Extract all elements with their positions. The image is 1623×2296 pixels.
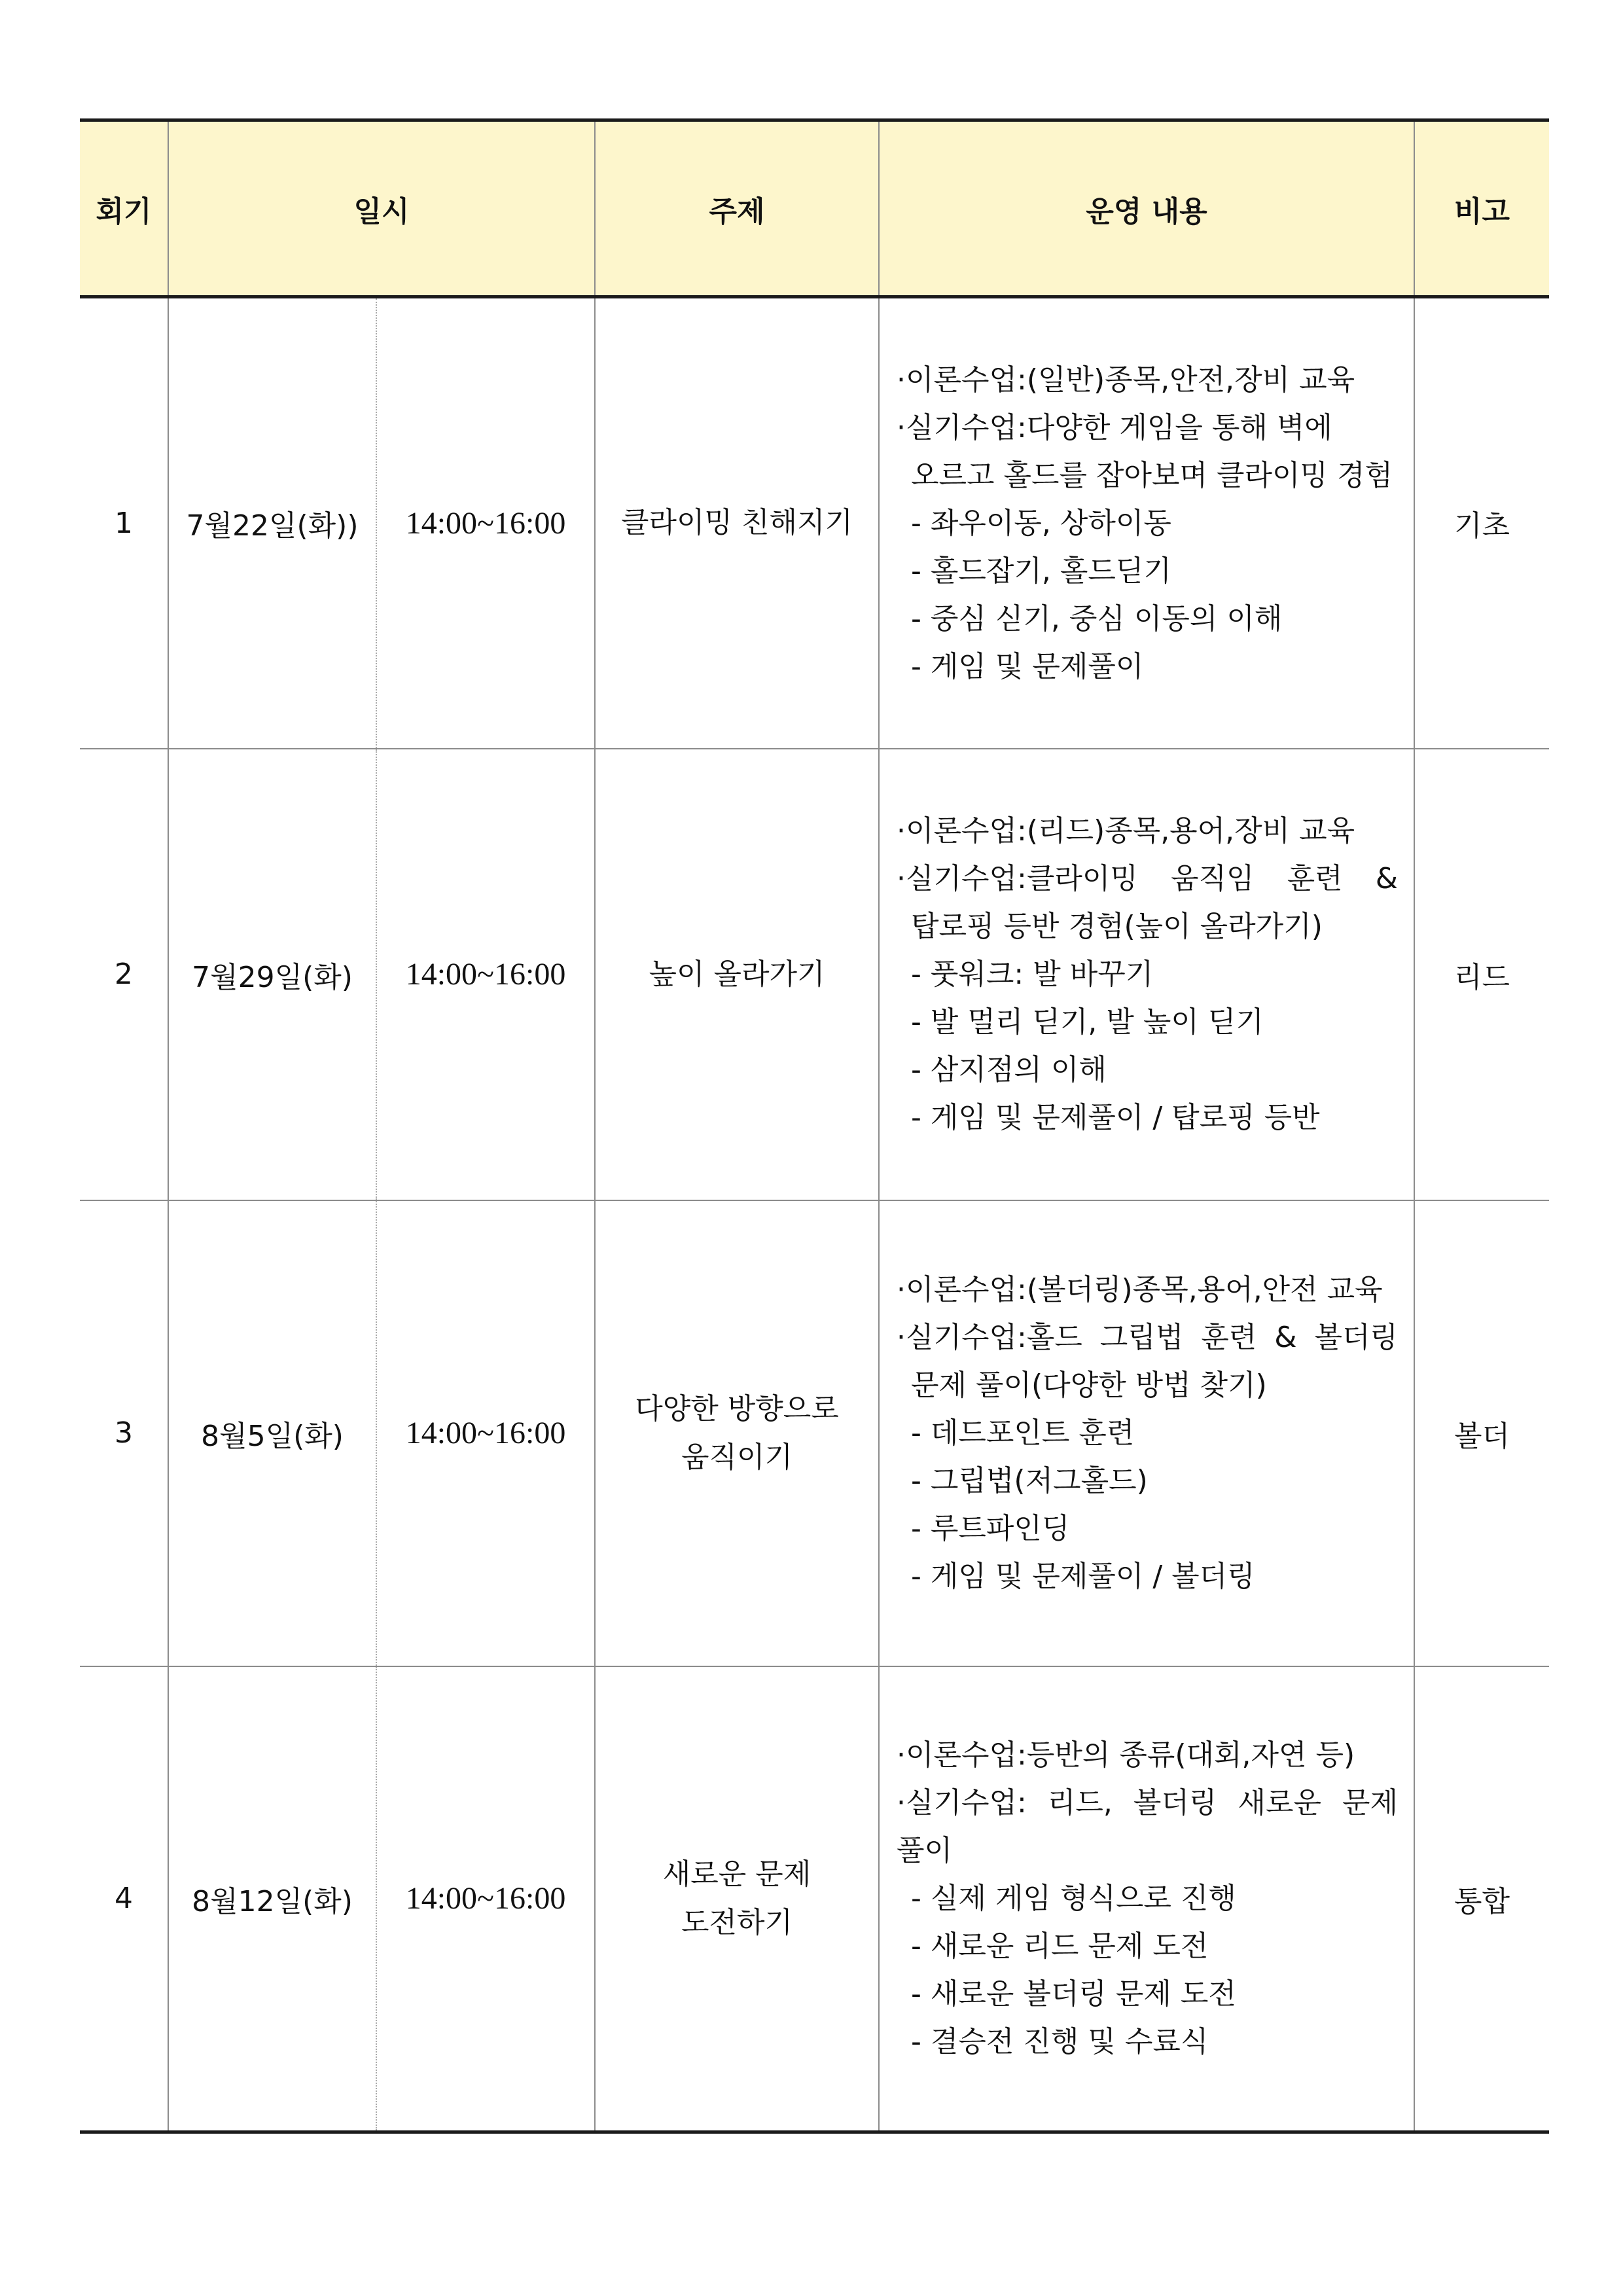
note-cell: 리드 (1414, 749, 1549, 1200)
content-item: - 새로운 리드 문제 도전 (911, 1929, 1209, 1964)
content-item: - 데드포인트 훈련 (911, 1416, 1135, 1450)
practice-line: ·실기수업:다양한 게임을 통해 벽에 (897, 410, 1332, 444)
content-cell (879, 297, 1414, 749)
program-schedule-table (80, 118, 1549, 2134)
content-item: - 삼지점의 이해 (911, 1053, 1107, 1086)
date-cell: 8월12일(화) (168, 1666, 376, 2132)
header-topic: 주제 (595, 120, 879, 297)
theory-line: ·이론수업:(리드)종목,용어,장비 교육 (897, 814, 1355, 848)
table-header (80, 120, 1549, 297)
practice-line-continued: 풀이 (897, 1834, 953, 1868)
practice-line-continued: 오르고 홀드를 잡아보며 클라이밍 경험 (911, 458, 1393, 492)
theory-line: ·이론수업:등반의 종류(대회,자연 등) (897, 1738, 1355, 1772)
note-cell: 통합 (1414, 1666, 1549, 2132)
time-cell: 14:00~16:00 (376, 1200, 595, 1666)
round-cell: 1 (80, 297, 168, 749)
table-row (80, 1200, 1549, 1666)
practice-line: ·실기수업: 리드, 볼더링 새로운 문제 (897, 1786, 1399, 1820)
content-cell (879, 749, 1414, 1200)
content-item: - 중심 싣기, 중심 이동의 이해 (911, 601, 1283, 636)
topic-cell (595, 1200, 879, 1666)
topic-line: 높이 올라가기 (649, 957, 825, 991)
content-item: - 그립법(저그홀드) (911, 1464, 1148, 1498)
topic-cell (595, 749, 879, 1200)
content-item: - 좌우이동, 상하이동 (911, 506, 1171, 540)
content-item: - 실제 게임 형식으로 진행 (911, 1882, 1236, 1916)
date-cell: 8월5일(화) (168, 1200, 376, 1666)
topic-line: 새로운 문제 (662, 1857, 812, 1891)
header-datetime: 일시 (168, 120, 595, 297)
table-row (80, 749, 1549, 1200)
header-note: 비고 (1414, 120, 1549, 297)
date-cell: 7월22일(화)) (168, 297, 376, 749)
topic-cell (595, 1666, 879, 2132)
time-cell: 14:00~16:00 (376, 1666, 595, 2132)
note-cell: 볼더 (1414, 1200, 1549, 1666)
content-item: - 풋워크: 발 바꾸기 (911, 958, 1154, 991)
content-item: - 게임 및 문제풀이 / 탑로핑 등반 (911, 1101, 1320, 1134)
content-item: - 결승전 진행 및 수료식 (911, 2025, 1209, 2059)
table-row (80, 1666, 1549, 2132)
content-item: - 게임 및 문제풀이 / 볼더링 (911, 1560, 1255, 1593)
time-cell: 14:00~16:00 (376, 297, 595, 749)
content-item: - 발 멀리 딛기, 발 높이 딛기 (911, 1005, 1264, 1039)
topic-line: 클라이밍 친해지기 (621, 506, 853, 540)
content-item: - 새로운 볼더링 문제 도전 (911, 1977, 1236, 2011)
topic-line: 다양한 방향으로 (635, 1391, 839, 1426)
theory-line: ·이론수업:(일반)종목,안전,장비 교육 (897, 363, 1355, 397)
practice-line-continued: 탑로핑 등반 경험(높이 올라가기) (911, 910, 1323, 943)
round-cell: 3 (80, 1200, 168, 1666)
content-item: - 루트파인딩 (911, 1512, 1070, 1545)
practice-line-continued: 문제 풀이(다양한 방법 찾기) (911, 1369, 1267, 1402)
header-round: 회기 (80, 120, 168, 297)
round-cell: 4 (80, 1666, 168, 2132)
content-item: - 게임 및 문제풀이 (911, 649, 1144, 683)
practice-line: ·실기수업:홀드 그립법 훈련 & 볼더링 (897, 1321, 1399, 1354)
topic-line: 도전하기 (681, 1905, 793, 1939)
date-cell: 7월29일(화) (168, 749, 376, 1200)
content-cell (879, 1666, 1414, 2132)
table-row (80, 297, 1549, 749)
topic-cell (595, 297, 879, 749)
table-body (80, 297, 1549, 2132)
note-cell: 기초 (1414, 297, 1549, 749)
time-cell: 14:00~16:00 (376, 749, 595, 1200)
content-cell (879, 1200, 1414, 1666)
theory-line: ·이론수업:(볼더링)종목,용어,안전 교육 (897, 1273, 1383, 1306)
practice-line: ·실기수업:클라이밍 움직임 훈련 & (897, 862, 1399, 895)
round-cell: 2 (80, 749, 168, 1200)
topic-line: 움직이기 (681, 1440, 793, 1474)
content-item: - 홀드잡기, 홀드딛기 (911, 554, 1171, 588)
header-row (80, 120, 1549, 297)
header-content: 운영 내용 (879, 120, 1414, 297)
